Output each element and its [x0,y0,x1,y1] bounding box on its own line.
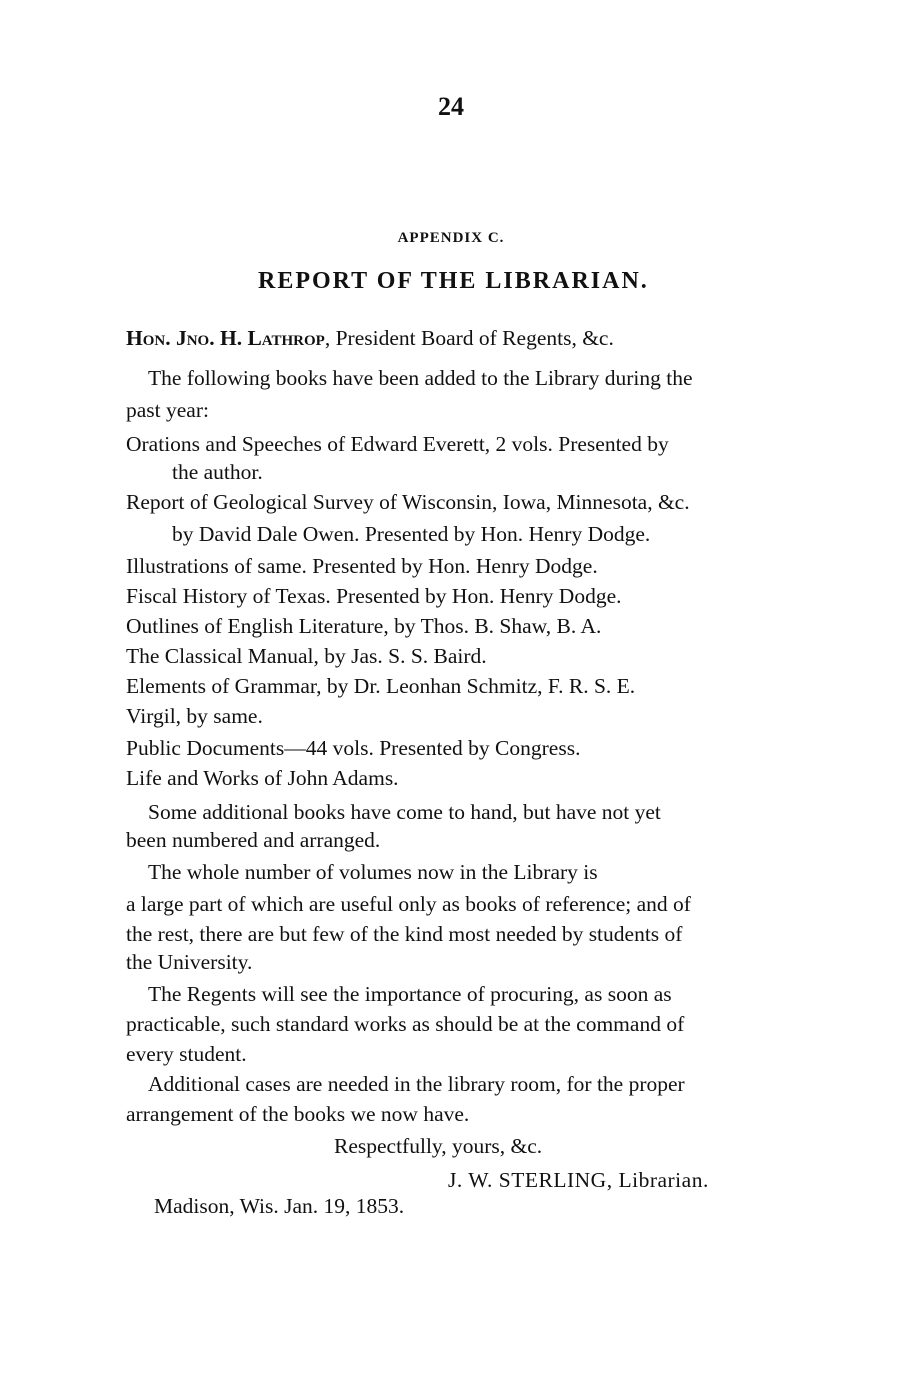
report-title: REPORT OF THE LIBRARIAN. [258,268,649,294]
book-entry-6: The Classical Manual, by Jas. S. S. Baird. [126,644,487,668]
appendix-label: APPENDIX C. [397,230,505,246]
closing-salutation: Respectfully, yours, &c. [334,1134,543,1158]
paragraph-4-line-2: arrangement of the books we now have. [126,1102,470,1126]
book-entry-9: Public Documents—44 vols. Presented by Congress. [126,736,581,760]
intro-line-2: past year: [126,398,209,422]
book-entry-5: Outlines of English Literature, by Thos. B. Shaw, B. A. [126,614,602,638]
book-entry-2-line-2: by David Dale Owen. Presented by Hon. Henry Dodge. [172,522,651,546]
book-entry-1-line-1: Orations and Speeches of Edward Everett, 2 vols. Presented by [126,432,669,456]
book-entry-1-line-2: the author. [172,460,263,484]
paragraph-2-line-2: a large part of which are useful only as books of reference; and of [126,892,691,916]
paragraph-2-line-4: the University. [126,950,253,974]
paragraph-2-line-1: The whole number of volumes now in the Library is [148,860,598,884]
paragraph-1-line-2: been numbered and arranged. [126,828,381,852]
paragraph-1-line-1: Some additional books have come to hand, but have not yet [148,800,661,824]
addressee-name: Hon. Jno. H. Lathrop [126,326,325,350]
book-entry-4: Fiscal History of Texas. Presented by Hon. Henry Dodge. [126,584,622,608]
paragraph-4-line-1: Additional cases are needed in the library room, for the proper [148,1072,685,1096]
paragraph-3-line-3: every student. [126,1042,247,1066]
paragraph-3-line-1: The Regents will see the importance of procuring, as soon as [148,982,672,1006]
page-number: 24 [438,92,464,121]
book-entry-3: Illustrations of same. Presented by Hon. Henry Dodge. [126,554,598,578]
addressee-rest: , President Board of Regents, &c. [324,326,614,350]
paragraph-2-line-3: the rest, there are but few of the kind most needed by students of [126,922,683,946]
book-entry-2-line-1: Report of Geological Survey of Wisconsin, Iowa, Minnesota, &c. [126,490,690,514]
book-entry-10: Life and Works of John Adams. [126,766,399,790]
book-entry-8: Virgil, by same. [126,704,263,728]
closing-signature: J. W. STERLING, Librarian. [448,1168,709,1192]
book-entry-7: Elements of Grammar, by Dr. Leonhan Schmitz, F. R. S. E. [126,674,636,698]
paragraph-3-line-2: practicable, such standard works as should be at the command of [126,1012,685,1036]
closing-place-date: Madison, Wis. Jan. 19, 1853. [154,1194,405,1218]
addressee-line [126,328,614,350]
intro-line-1: The following books have been added to the Library during the [148,366,693,390]
